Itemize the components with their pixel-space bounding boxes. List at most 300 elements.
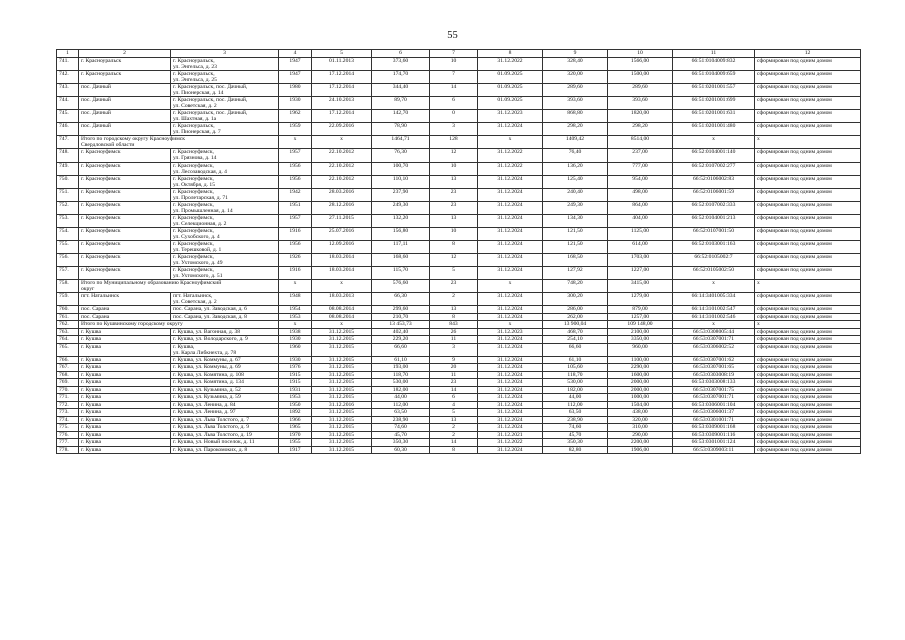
table-cell-land-area: 393,60 [608,97,673,110]
table-cell-area-living: 74,60 [543,424,608,432]
table-cell-residents: 20 [430,364,478,372]
table-cell-date: 25.07.2016 [312,227,372,240]
table-cell-year-built: 1947 [279,71,312,84]
column-header: 4 [279,50,312,58]
table-cell-cadastral-number: 66:53:0307001:62 [673,356,755,364]
table-cell-settlement: г. Красноуфимск [79,162,171,175]
table-cell-deadline: 31.12.2024 [478,446,543,454]
table-cell-area-living: 289,60 [543,84,608,97]
table-row [57,110,861,123]
table-cell-address: г. Красноуральск, ул. Энгельса, д. 25 [171,71,279,84]
table-cell-note: сформирован под одним домом [755,364,861,372]
table-cell-deadline: 31.12.2024 [478,409,543,417]
table-cell-land-area: 3415,00 [608,280,673,293]
table-cell-row-number: 763. [57,328,79,336]
table-row [57,123,861,136]
table-cell-area-living: 121,50 [543,240,608,253]
table-cell-note: сформирован под одним домом [755,240,861,253]
table-cell-deadline: 31.12.2024 [478,214,543,227]
table-cell-area: 168,60 [372,253,430,266]
table-cell-residents: 5 [430,409,478,417]
column-header: 3 [171,50,279,58]
table-cell-row-number: 764. [57,336,79,344]
table-cell-land-area: 614,00 [608,240,673,253]
table-cell-land-area: 310,00 [608,424,673,432]
table-cell-area: 132,20 [372,214,430,227]
table-cell-area-living: 1409,42 [543,136,608,149]
table-cell-land-area: 1125,00 [608,227,673,240]
table-cell-address: г. Красноуральск, пос. Дачный, ул. Советская, д. 2 [171,97,279,110]
table-cell-land-area: 404,00 [608,214,673,227]
table-cell-row-number: 761. [57,313,79,321]
table-cell-date: 31.12.2015 [312,379,372,387]
table-cell-row-number: 755. [57,240,79,253]
table-cell-residents: 12 [430,149,478,162]
table-cell-residents: 2 [430,431,478,439]
table-cell-deadline: 01.09.2025 [478,71,543,84]
table-cell-row-number: 776. [57,431,79,439]
table-cell-area: 344,40 [372,84,430,97]
table-cell-settlement: г. Кушва [79,416,171,424]
table-cell-residents: 3 [430,123,478,136]
table-cell-address: г. Красноуфимск, ул. Терешковой, д. 1 [171,240,279,253]
table-cell-year-built: 1947 [279,58,312,71]
table-cell-date: 31.12.2015 [312,446,372,454]
table-cell-cadastral-number: 66:53:0306001:104 [673,401,755,409]
table-cell-deadline: 31.12.2024 [478,401,543,409]
table-cell-note: x [755,136,861,149]
table-cell-area: 249,30 [372,201,430,214]
table-cell-deadline: 31.12.2024 [478,188,543,201]
table-cell-land-area: 1227,00 [608,267,673,280]
table-cell-residents: 6 [430,394,478,402]
table-cell-year-built: 1915 [279,371,312,379]
table-cell-cadastral-number: 66:51:0201001:480 [673,123,755,136]
table-cell-cadastral-number: 66:53:0301001:124 [673,439,755,447]
table-cell-deadline: 31.12.2023 [478,328,543,336]
table-cell-row-number: 758. [57,280,79,293]
table-cell-date: 31.12.2015 [312,424,372,432]
column-number-row [57,50,861,58]
table-cell-settlement: пос. Дачный [79,84,171,97]
table-cell-area-living: 350,30 [543,439,608,447]
table-cell-area: 1464,71 [372,136,430,149]
table-cell-settlement: г. Красноуфимск [79,214,171,227]
table-cell-note: x [755,280,861,293]
table-row [57,446,861,454]
table-cell-cadastral-number: 66:53:0309001:116 [673,431,755,439]
table-cell-date: 31.12.2015 [312,343,372,356]
column-header: 12 [755,50,861,58]
table-cell-date: 31.12.2015 [312,336,372,344]
table-cell-row-number: 762. [57,321,79,329]
table-cell-land-area: 320,00 [608,416,673,424]
table-row [57,214,861,227]
table-cell-residents: 6 [430,97,478,110]
table-cell-area: 237,90 [372,188,430,201]
table-cell-area: 45,70 [372,431,430,439]
table-cell-year-built: 1954 [279,306,312,314]
table-cell-deadline: 31.12.2024 [478,306,543,314]
table-cell-note: сформирован под одним домом [755,371,861,379]
table-cell-area-living: 82,80 [543,446,608,454]
total-label: Итого по Муниципальному образованию Красноуфимский округ [79,280,279,293]
table-cell-deadline: 31.12.2024 [478,227,543,240]
table-cell-date: 12.09.2016 [312,240,372,253]
table-cell-row-number: 772. [57,401,79,409]
table-cell-residents: 23 [430,201,478,214]
table-body [57,58,861,454]
table-cell-row-number: 750. [57,175,79,188]
table-cell-date: 31.12.2015 [312,371,372,379]
table-cell-date: 01.11.2013 [312,58,372,71]
table-cell-address: г. Кушва, ул. Льва Толстого, д. 9 [171,424,279,432]
table-cell-address: пос. Сарана, ул. Заводская, д. 8 [171,313,279,321]
table-cell-deadline: 31.12.2024 [478,356,543,364]
table-cell-area: 110,10 [372,175,430,188]
table-cell-cadastral-number: 66:53:0303008:19 [673,371,755,379]
table-cell-note: сформирован под одним домом [755,214,861,227]
table-row [57,267,861,280]
table-row [57,431,861,439]
table-cell-area-living: 125,40 [543,175,608,188]
table-cell-note: x [755,321,861,329]
table-row [57,162,861,175]
table-row [57,394,861,402]
table-cell-year-built: 1930 [279,356,312,364]
table-cell-note: сформирован под одним домом [755,336,861,344]
table-cell-address: г. Красноуфимск, ул. Пролетарская, д. 71 [171,188,279,201]
table-cell-note: сформирован под одним домом [755,267,861,280]
table-row [57,328,861,336]
table-cell-cadastral-number: 66:52:0104001:213 [673,214,755,227]
table-cell-settlement: г. Красноуральск [79,71,171,84]
table-cell-settlement: г. Кушва [79,328,171,336]
table-cell-land-area: 1906,00 [608,446,673,454]
table-cell-address: г. Красноуфимск, ул. Октября, д. 15 [171,175,279,188]
table-cell-row-number: 742. [57,71,79,84]
table-cell-residents: 9 [430,356,478,364]
column-header: 2 [79,50,171,58]
table-cell-area: 350,30 [372,439,430,447]
table-cell-address: г. Красноуфимск, ул. Ухтомского, д. 51 [171,267,279,280]
table-cell-residents: 13 [430,175,478,188]
table-cell-deadline: 31.12.2024 [478,267,543,280]
table-cell-settlement: г. Кушва [79,424,171,432]
table-cell-area-living: 868,80 [543,110,608,123]
total-label: Итого по Кушвинскому городскому округу [79,321,279,329]
table-cell-row-number: 775. [57,424,79,432]
table-cell-address: г. Кушва, ул. Ленина, д. 97 [171,409,279,417]
table-cell-deadline: 31.12.2022 [478,58,543,71]
table-row [57,336,861,344]
table-cell-cadastral-number: 66:51:0104009:832 [673,58,755,71]
table-cell-area-living: 66,60 [543,343,608,356]
table-cell-row-number: 749. [57,162,79,175]
table-cell-note: сформирован под одним домом [755,227,861,240]
table-cell-area: 238,90 [372,416,430,424]
table-cell-year-built: x [279,136,312,149]
table-cell-cadastral-number: 66:52:0104001:140 [673,149,755,162]
column-header: 11 [673,50,755,58]
table-cell-area: 61,10 [372,356,430,364]
table-cell-note: сформирован под одним домом [755,431,861,439]
column-header: 7 [430,50,478,58]
table-cell-cadastral-number: x [673,136,755,149]
table-cell-residents: 23 [430,280,478,293]
table-cell-year-built: 1980 [279,84,312,97]
table-cell-date: 22.10.2012 [312,175,372,188]
table-cell-area-living: 134,30 [543,214,608,227]
table-cell-year-built: 1955 [279,439,312,447]
table-cell-settlement: г. Красноуральск [79,58,171,71]
table-row [57,409,861,417]
table-cell-address: г. Кушва, ул. Ленина, д. 84 [171,401,279,409]
table-row [57,175,861,188]
table-cell-address: г. Красноуфимск, ул. Грязнова, д. 14 [171,149,279,162]
table-cell-row-number: 767. [57,364,79,372]
table-cell-deadline: 31.12.2024 [478,343,543,356]
table-cell-area-living: 254,10 [543,336,608,344]
table-cell-land-area: 1000,00 [608,394,673,402]
table-cell-deadline: 31.12.2022 [478,149,543,162]
table-cell-address: г. Красноуфимск, ул. Селекционная, д. 2 [171,214,279,227]
table-cell-residents: 14 [430,439,478,447]
table-cell-address: г. Кушва, ул. Парокомоких, д. 8 [171,446,279,454]
table-cell-year-built: 1931 [279,386,312,394]
table-cell-address: пгт. Натальинск, ул. Советская, д. 2 [171,293,279,306]
table-cell-address: г. Кушва, ул. Комятина, д. 108 [171,371,279,379]
table-cell-date: 31.12.2015 [312,394,372,402]
table-cell-address: г. Кушва, ул. Володарского, д. 9 [171,336,279,344]
table-cell-land-area: 2000,00 [608,379,673,387]
table-cell-residents: 23 [430,379,478,387]
table-cell-area: 89,70 [372,97,430,110]
table-cell-year-built: 1915 [279,379,312,387]
table-cell-year-built: 1951 [279,201,312,214]
table-cell-year-built: 1959 [279,123,312,136]
table-row [57,306,861,314]
table-cell-land-area: 290,00 [608,431,673,439]
table-row [57,401,861,409]
table-cell-note: сформирован под одним домом [755,123,861,136]
table-cell-deadline: 31.12.2024 [478,371,543,379]
table-cell-year-built: 1976 [279,364,312,372]
table-cell-cadastral-number: 66:52:0107002:333 [673,201,755,214]
table-cell-area-living: 240,40 [543,188,608,201]
table-cell-row-number: 744. [57,97,79,110]
table-cell-cadastral-number: 66:52:0105002:7 [673,253,755,266]
table-cell-cadastral-number: 66:53:0309001:168 [673,424,755,432]
table-cell-area-living: 298,20 [543,123,608,136]
table-cell-residents: 8 [430,446,478,454]
table-cell-note: сформирован под одним домом [755,201,861,214]
table-cell-year-built: 1957 [279,149,312,162]
table-cell-area: 299,60 [372,306,430,314]
table-cell-date: 17.12.2014 [312,84,372,97]
table-cell-cadastral-number: 66:53:0309003:11 [673,446,755,454]
table-cell-deadline: 31.12.2022 [478,162,543,175]
table-cell-area: 66,30 [372,293,430,306]
table-cell-row-number: 757. [57,267,79,280]
table-cell-area: 402,40 [372,328,430,336]
table-cell-residents: 0 [430,110,478,123]
column-header: 5 [312,50,372,58]
table-cell-address: г. Кушва, ул. Льва Толстого, д. 7 [171,416,279,424]
table-cell-residents: 8 [430,240,478,253]
table-cell-row-number: 778. [57,446,79,454]
table-cell-residents: 11 [430,336,478,344]
table-cell-note: сформирован под одним домом [755,188,861,201]
table-cell-area: 373,60 [372,58,430,71]
table-cell-land-area: 498,00 [608,188,673,201]
table-cell-date: 27.11.2015 [312,214,372,227]
table-cell-residents: 2 [430,293,478,306]
table-cell-year-built: 1953 [279,313,312,321]
table-cell-date: 08.08.2014 [312,306,372,314]
table-cell-year-built: x [279,321,312,329]
table-cell-address: г. Красноуфимск, ул. Ухтомского, д. 49 [171,253,279,266]
table-row [57,58,861,71]
table-cell-residents: 843 [430,321,478,329]
table-cell-land-area: 1703,00 [608,253,673,266]
table-cell-address: г. Кушва, ул. Коммуны, д. 67 [171,356,279,364]
table-cell-settlement: г. Кушва [79,439,171,447]
table-cell-area-living: 182,00 [543,386,608,394]
table-cell-date: 22.10.2012 [312,162,372,175]
table-cell-date: 22.09.2016 [312,123,372,136]
table-cell-note: сформирован под одним домом [755,175,861,188]
table-cell-settlement: пос. Дачный [79,110,171,123]
table-cell-settlement: пгт. Натальинск [79,293,171,306]
column-header: 10 [608,50,673,58]
table-cell-note: сформирован под одним домом [755,58,861,71]
table-cell-address: г. Кушва, ул. Льва Толстого, д. 19 [171,431,279,439]
table-cell-cadastral-number: 66:52:0106001:59 [673,188,755,201]
table-cell-settlement: пос. Сарана [79,306,171,314]
table-cell-note: сформирован под одним домом [755,84,861,97]
table-cell-year-built: 1953 [279,394,312,402]
table-cell-settlement: г. Кушва [79,386,171,394]
table-total-row [57,321,861,329]
table-cell-deadline: x [478,280,543,293]
table-cell-cadastral-number: 66:52:0106002:83 [673,175,755,188]
table-cell-area-living: 393,60 [543,97,608,110]
table-total-row [57,136,861,149]
table-cell-year-built: 1892 [279,409,312,417]
table-cell-deadline: 31.12.2022 [478,439,543,447]
table-cell-land-area: 879,00 [608,306,673,314]
table-cell-deadline: 31.12.2024 [478,293,543,306]
table-cell-area-living: 328,40 [543,58,608,71]
table-cell-land-area: 1279,00 [608,293,673,306]
table-cell-note: сформирован под одним домом [755,409,861,417]
table-cell-year-built: 1926 [279,253,312,266]
table-cell-row-number: 756. [57,253,79,266]
table-cell-cadastral-number: 66:14:3101002:546 [673,313,755,321]
table-cell-row-number: 748. [57,149,79,162]
table-cell-deadline: x [478,136,543,149]
table-cell-cadastral-number: 66:14:3401005:334 [673,293,755,306]
table-cell-note: сформирован под одним домом [755,306,861,314]
table-cell-area: 76,30 [372,149,430,162]
table-cell-note: сформирован под одним домом [755,149,861,162]
table-total-row [57,280,861,293]
table-cell-land-area: 2100,00 [608,328,673,336]
table-cell-residents: 8 [430,313,478,321]
table-cell-note: сформирован под одним домом [755,446,861,454]
table-cell-residents: 4 [430,401,478,409]
table-cell-row-number: 743. [57,84,79,97]
housing-registry-table [56,49,861,454]
table-cell-deadline: 31.12.2024 [478,240,543,253]
table-cell-area-living: 118,70 [543,371,608,379]
table-cell-note: сформирован под одним домом [755,313,861,321]
table-row [57,416,861,424]
table-cell-date: 31.12.2015 [312,409,372,417]
table-cell-deadline: 31.12.2024 [478,424,543,432]
table-cell-settlement: г. Кушва [79,401,171,409]
table-cell-land-area: 954,00 [608,175,673,188]
table-cell-row-number: 753. [57,214,79,227]
table-cell-cadastral-number: x [673,280,755,293]
table-row [57,439,861,447]
table-cell-address: г. Красноуфимск, ул. Промышленная, д. 14 [171,201,279,214]
table-cell-year-built: 1966 [279,416,312,424]
table-cell-deadline: 31.12.2024 [478,394,543,402]
table-cell-cadastral-number: 66:52:0107002:277 [673,162,755,175]
table-cell-date: 31.12.2015 [312,364,372,372]
table-cell-land-area: 289,60 [608,84,673,97]
table-cell-date: 18.03.2014 [312,267,372,280]
table-cell-settlement: г. Кушва [79,356,171,364]
table-cell-address: г. Красноуральск, пос. Дачный, ул. Пионерская, д. 14 [171,84,279,97]
table-cell-settlement: г. Красноуфимск [79,240,171,253]
table-cell-cadastral-number: 66:52:0103001:163 [673,240,755,253]
table-cell-area: 229,20 [372,336,430,344]
table-cell-date: 31.12.2015 [312,356,372,364]
table-cell-row-number: 745. [57,110,79,123]
table-cell-year-built: 1930 [279,97,312,110]
table-cell-cadastral-number: 66:53:0301001:71 [673,416,755,424]
table-cell-date: 28.12.2016 [312,201,372,214]
table-cell-residents: 13 [430,306,478,314]
column-header: 6 [372,50,430,58]
table-cell-land-area: 109 148,00 [608,321,673,329]
table-cell-settlement: г. Кушва [79,394,171,402]
table-cell-settlement: пос. Дачный [79,123,171,136]
table-cell-date: 18.03.2013 [312,293,372,306]
table-cell-area-living: 748,20 [543,280,608,293]
table-cell-row-number: 751. [57,188,79,201]
table-cell-settlement: пос. Сарана [79,313,171,321]
table-cell-date: 31.12.2015 [312,416,372,424]
table-cell-land-area: 438,00 [608,409,673,417]
table-cell-residents: 10 [430,162,478,175]
table-cell-address: г. Красноуфимск, ул. Сухобского, д. 4 [171,227,279,240]
table-cell-row-number: 760. [57,306,79,314]
table-cell-date: 24.10.2013 [312,97,372,110]
table-cell-residents: 12 [430,253,478,266]
table-cell-area-living: 286,00 [543,306,608,314]
table-cell-date: 31.12.2015 [312,386,372,394]
table-cell-area: 112,00 [372,401,430,409]
table-cell-date: 31.12.2015 [312,328,372,336]
table-cell-area-living: 300,20 [543,293,608,306]
table-cell-date: 31.12.2016 [312,401,372,409]
table-cell-residents: 128 [430,136,478,149]
table-cell-year-built: x [279,280,312,293]
